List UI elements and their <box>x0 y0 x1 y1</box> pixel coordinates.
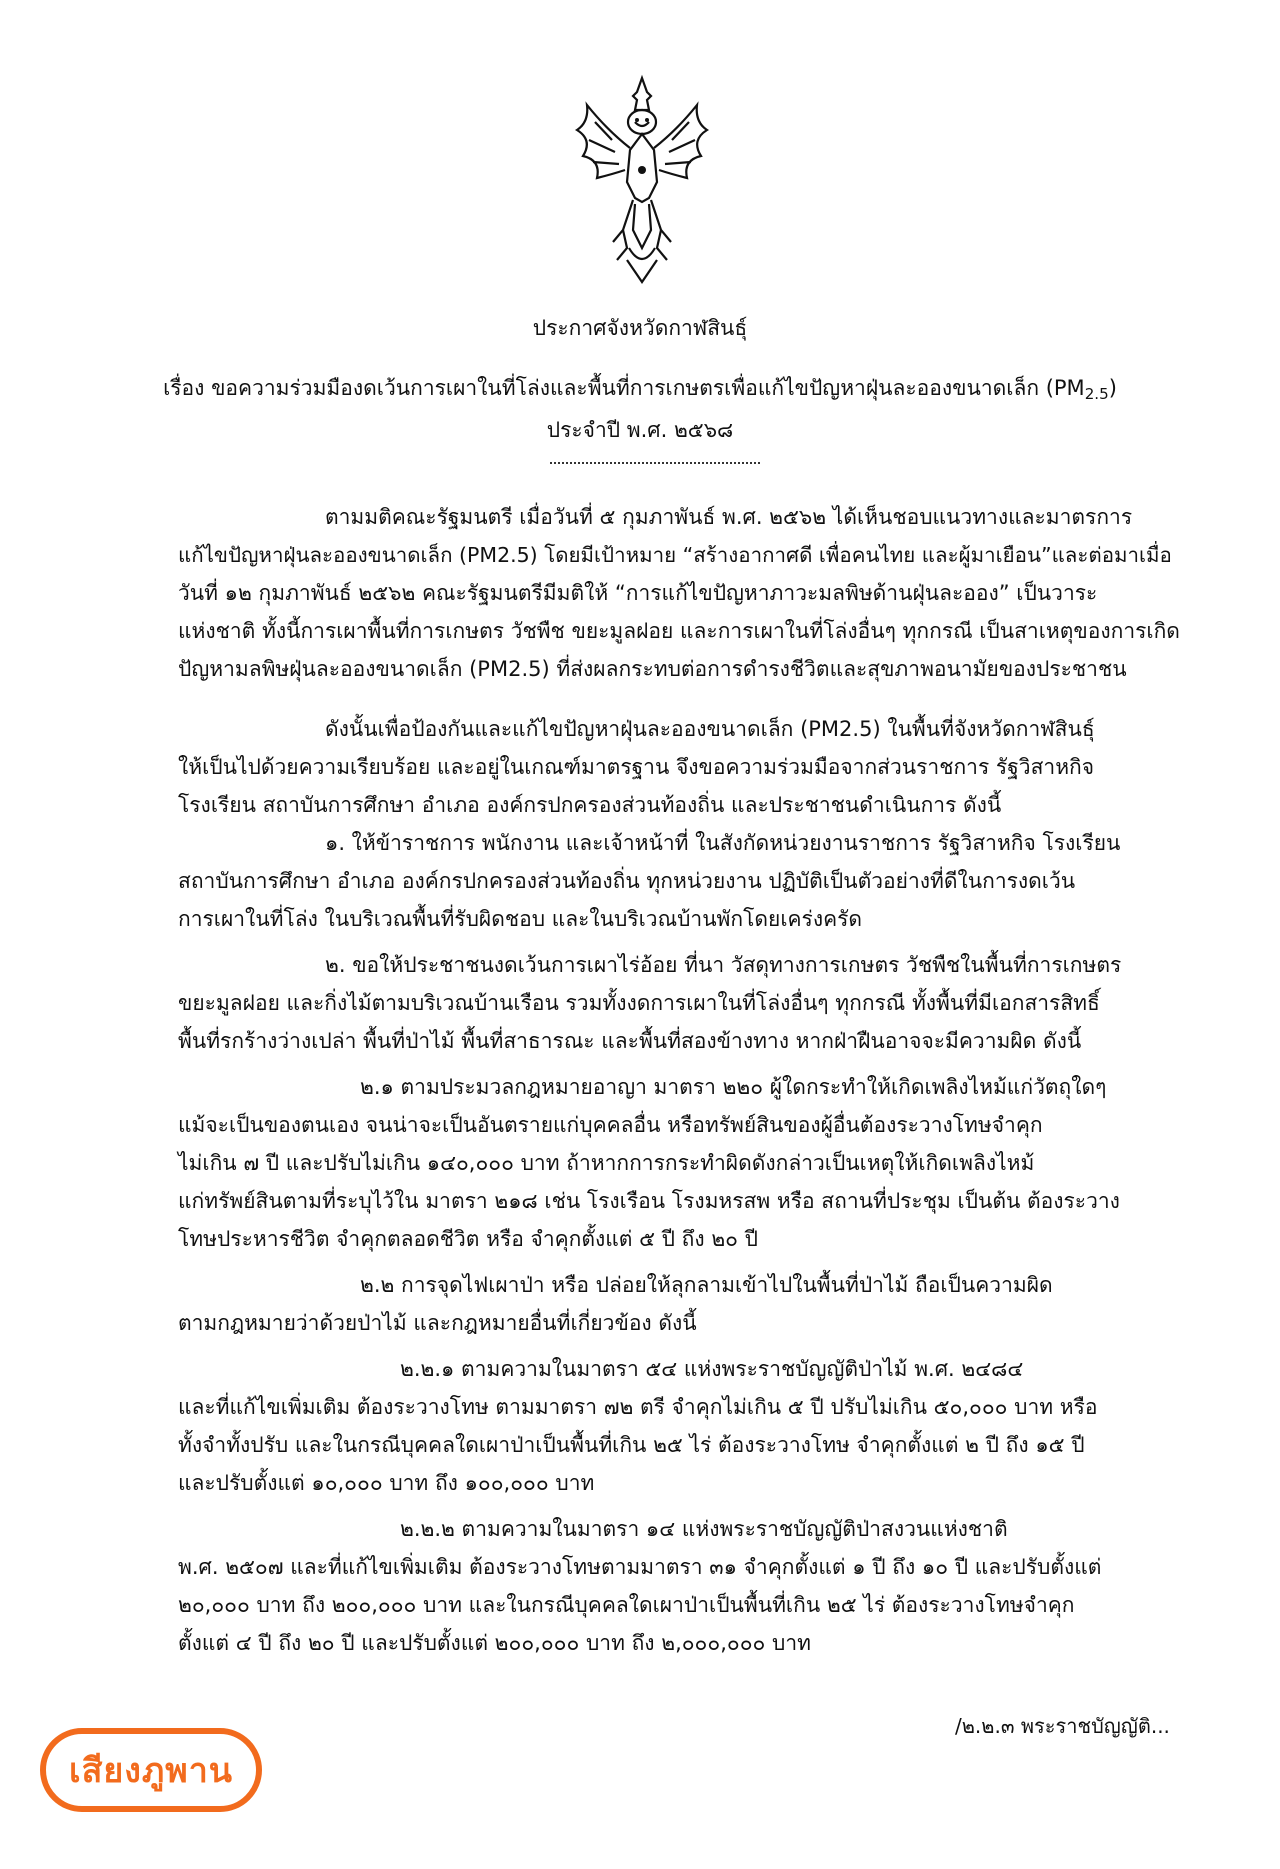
subject-text: เรื่อง ขอความร่วมมืองดเว้นการเผาในที่โล่งและพื้นที่การเกษตรเพื่อแก้ไขปัญหาฝุ่นละอองขนาดเล็ก (PM <box>163 376 1085 400</box>
announcement-subject <box>0 372 1280 405</box>
paragraph-line: แห่งชาติ ทั้งนี้การเผาพื้นที่การเกษตร วัชพืช ขยะมูลฝอย และการเผาในที่โล่งอื่นๆ ทุกกรณี เป็นสาเหตุของการเกิด <box>178 619 1180 643</box>
dotted-divider <box>550 462 760 464</box>
announcement-year: ประจำปี พ.ศ. ๒๕๖๘ <box>546 418 734 442</box>
paragraph-line: และปรับตั้งแต่ ๑๐,๐๐๐ บาท ถึง ๑๐๐,๐๐๐ บาท <box>178 1471 595 1495</box>
paragraph-line: โทษประหารชีวิต จำคุกตลอดชีวิต หรือ จำคุกตั้งแต่ ๕ ปี ถึง ๒๐ ปี <box>178 1227 758 1251</box>
paragraph-line: ตั้งแต่ ๔ ปี ถึง ๒๐ ปี และปรับตั้งแต่ ๒๐๐,๐๐๐ บาท ถึง ๒,๐๐๐,๐๐๐ บาท <box>178 1631 811 1655</box>
paragraph-line: วันที่ ๑๒ กุมภาพันธ์ ๒๕๖๒ คณะรัฐมนตรีมีมติให้ “การแก้ไขปัญหาภาวะมลพิษด้านฝุ่นละออง” เป็นวาระ <box>178 581 1098 605</box>
paragraph-line: ๒.๒.๑ ตามความในมาตรา ๕๔ แห่งพระราชบัญญัติป่าไม้ พ.ศ. ๒๔๘๔ <box>400 1357 1024 1381</box>
paragraph-line: ขยะมูลฝอย และกิ่งไม้ตามบริเวณบ้านเรือน รวมทั้งงดการเผาในที่โล่งอื่นๆ ทุกกรณี ทั้งพื้นที่มีเอกสารสิทธิ์ <box>178 991 1100 1015</box>
watermark-logo <box>40 1728 262 1812</box>
paragraph-line: ๒. ขอให้ประชาชนงดเว้นการเผาไร่อ้อย ที่นา วัสดุทางการเกษตร วัชพืชในพื้นที่การเกษตร <box>325 953 1122 977</box>
paragraph-line: แก่ทรัพย์สินตามที่ระบุไว้ใน มาตรา ๒๑๘ เช่น โรงเรือน โรงมหรสพ หรือ สถานที่ประชุม เป็นต้น ต้องระวาง <box>178 1189 1120 1213</box>
paragraph-line: และที่แก้ไขเพิ่มเติม ต้องระวางโทษ ตามมาตรา ๗๒ ตรี จำคุกไม่เกิน ๕ ปี ปรับไม่เกิน ๕๐,๐๐๐ บาท หรือ <box>178 1395 1098 1419</box>
paragraph-line: ๒๐,๐๐๐ บาท ถึง ๒๐๐,๐๐๐ บาท และในกรณีบุคคลใดเผาป่าเป็นพื้นที่เกิน ๒๕ ไร่ ต้องระวางโทษจำคุก <box>178 1593 1075 1617</box>
paragraph-line: แม้จะเป็นของตนเอง จนน่าจะเป็นอันตรายแก่บุคคลอื่น หรือทรัพย์สินของผู้อื่นต้องระวางโทษจำคุก <box>178 1113 1043 1137</box>
subject-close: ) <box>1108 376 1117 400</box>
announcement-title: ประกาศจังหวัดกาฬสินธุ์ <box>532 316 748 340</box>
paragraph-line: โรงเรียน สถาบันการศึกษา อำเภอ องค์กรปกครองส่วนท้องถิ่น และประชาชนดำเนินการ ดังนี้ <box>178 793 1002 817</box>
paragraph-line: พื้นที่รกร้างว่างเปล่า พื้นที่ป่าไม้ พื้นที่สาธารณะ และพื้นที่สองข้างทาง หากฝ่าฝืนอาจจะมีความผิด ดังนี้ <box>178 1029 1082 1053</box>
paragraph-line: ดังนั้นเพื่อป้องกันและแก้ไขปัญหาฝุ่นละอองขนาดเล็ก (PM2.5) ในพื้นที่จังหวัดกาฬสินธุ์ <box>325 717 1095 741</box>
paragraph-line: พ.ศ. ๒๕๐๗ และที่แก้ไขเพิ่มเติม ต้องระวางโทษตามมาตรา ๓๑ จำคุกตั้งแต่ ๑ ปี ถึง ๑๐ ปี และปรับตั้งแต่ <box>178 1555 1102 1579</box>
paragraph-line: ให้เป็นไปด้วยความเรียบร้อย และอยู่ในเกณฑ์มาตรฐาน จึงขอความร่วมมือจากส่วนราชการ รัฐวิสาหกิจ <box>178 755 1095 779</box>
paragraph-line: ปัญหามลพิษฝุ่นละอองขนาดเล็ก (PM2.5) ที่ส่งผลกระทบต่อการดำรงชีวิตและสุขภาพอนามัยของประชาชน <box>178 657 1127 681</box>
paragraph-line: ๑. ให้ข้าราชการ พนักงาน และเจ้าหน้าที่ ในสังกัดหน่วยงานราชการ รัฐวิสาหกิจ โรงเรียน <box>325 831 1121 855</box>
garuda-emblem-icon <box>567 70 717 290</box>
subject-subscript: 2.5 <box>1084 384 1109 403</box>
paragraph-line: สถาบันการศึกษา อำเภอ องค์กรปกครองส่วนท้องถิ่น ทุกหน่วยงาน ปฏิบัติเป็นตัวอย่างที่ดีในการงดเว้น <box>178 869 1076 893</box>
paragraph-line: ตามมติคณะรัฐมนตรี เมื่อวันที่ ๕ กุมภาพันธ์ พ.ศ. ๒๕๖๒ ได้เห็นชอบแนวทางและมาตรการ <box>325 505 1133 529</box>
paragraph-line: ตามกฎหมายว่าด้วยป่าไม้ และกฎหมายอื่นที่เกี่ยวข้อง ดังนี้ <box>178 1311 697 1335</box>
paragraph-line: ๒.๒ การจุดไฟเผาป่า หรือ ปล่อยให้ลุกลามเข้าไปในพื้นที่ป่าไม้ ถือเป็นความผิด <box>360 1273 1053 1297</box>
paragraph-line: ไม่เกิน ๗ ปี และปรับไม่เกิน ๑๔๐,๐๐๐ บาท ถ้าหากการกระทำผิดดังกล่าวเป็นเหตุให้เกิดเพลิงไหม้ <box>178 1151 1035 1175</box>
paragraph-line: ๒.๑ ตามประมวลกฎหมายอาญา มาตรา ๒๒๐ ผู้ใดกระทำให้เกิดเพลิงไหม้แก่วัตถุใดๆ <box>360 1075 1107 1099</box>
paragraph-line: ๒.๒.๒ ตามความในมาตรา ๑๔ แห่งพระราชบัญญัติป่าสงวนแห่งชาติ <box>400 1517 1008 1541</box>
paragraph-line: ทั้งจำทั้งปรับ และในกรณีบุคคลใดเผาป่าเป็นพื้นที่เกิน ๒๕ ไร่ ต้องระวางโทษ จำคุกตั้งแต่ ๒ ปี ถึง ๑๕ ปี <box>178 1433 1085 1457</box>
continued-note: /๒.๒.๓ พระราชบัญญัติ... <box>955 1714 1170 1738</box>
paragraph-line: การเผาในที่โล่ง ในบริเวณพื้นที่รับผิดชอบ และในบริเวณบ้านพักโดยเคร่งครัด <box>178 907 863 931</box>
logo-text: เสียงภูพาน <box>68 1751 234 1791</box>
paragraph-line: แก้ไขปัญหาฝุ่นละอองขนาดเล็ก (PM2.5) โดยมีเป้าหมาย “สร้างอากาศดี เพื่อคนไทย และผู้มาเยือน”และต่อมาเมื่อ <box>178 543 1172 567</box>
